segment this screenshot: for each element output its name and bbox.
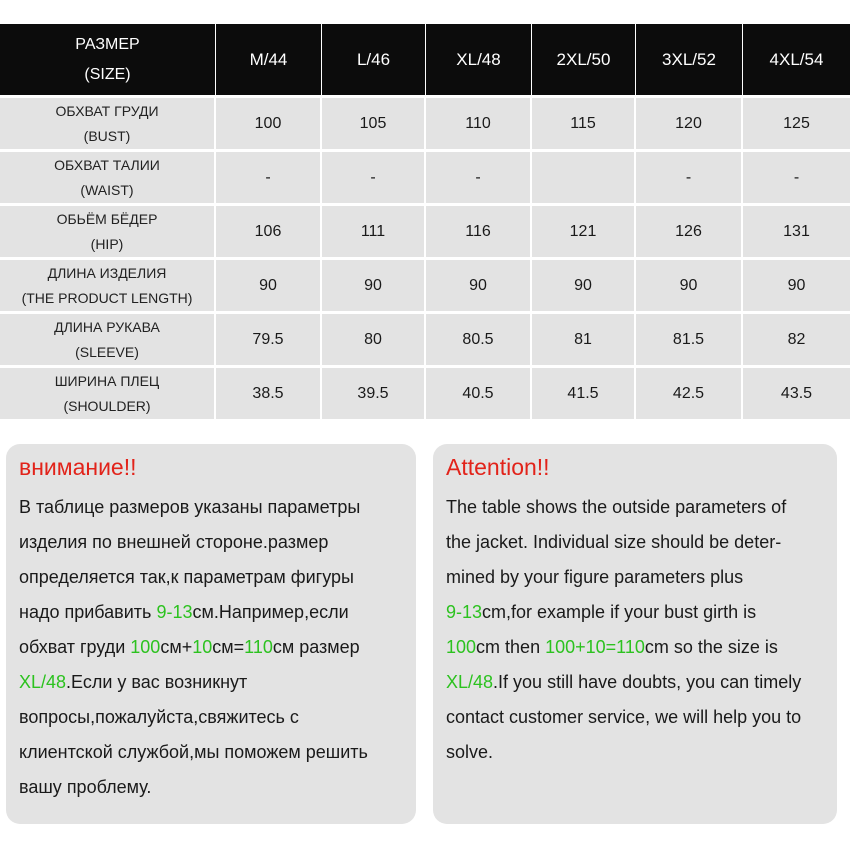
highlighted-value: XL/48	[19, 672, 67, 692]
notice-line	[19, 525, 410, 560]
notice-line	[446, 700, 831, 735]
notice-line	[446, 490, 831, 525]
row-label	[0, 365, 216, 419]
notice-line	[19, 490, 410, 525]
notice-line	[446, 735, 831, 770]
notice-line	[19, 560, 410, 595]
table-cell: 81	[532, 311, 636, 365]
notice-text: изделия по внешней стороне.размер	[19, 532, 329, 552]
highlighted-value: 9-13	[446, 602, 483, 622]
table-header-row	[0, 24, 850, 95]
row-label-en: (SHOULDER)	[63, 397, 151, 414]
highlighted-value: 10	[192, 637, 213, 657]
notice-line	[446, 595, 831, 630]
notice-line	[19, 770, 410, 805]
table-cell: 120	[636, 95, 743, 149]
notice-text: вашу проблему.	[19, 777, 152, 797]
row-label	[0, 311, 216, 365]
notice-line	[19, 735, 410, 770]
row-label-ru: ОБЬЁМ БЁДЕР	[56, 210, 158, 227]
highlighted-value: XL/48	[446, 672, 494, 692]
row-label-en: (SLEEVE)	[75, 343, 139, 360]
table-cell: 38.5	[216, 365, 322, 419]
size-header-en: (SIZE)	[84, 65, 131, 83]
size-column-header: M/44	[216, 24, 322, 95]
notice-text: cm then	[476, 637, 546, 657]
table-cell: 90	[426, 257, 532, 311]
size-header-ru: РАЗМЕР	[75, 35, 140, 53]
table-row	[0, 365, 850, 419]
table-row	[0, 311, 850, 365]
table-cell: 39.5	[322, 365, 426, 419]
notice-text: .Если у вас возникнут	[66, 672, 248, 692]
row-label-en: (THE PRODUCT LENGTH)	[21, 289, 193, 306]
notice-text: вопросы,пожалуйста,свяжитесь с	[19, 707, 299, 727]
table-cell: -	[216, 149, 322, 203]
row-label	[0, 95, 216, 149]
notice-text: В таблице размеров указаны параметры	[19, 497, 361, 517]
notice-line	[446, 630, 831, 665]
row-label-ru: ОБХВАТ ГРУДИ	[55, 102, 159, 119]
notice-text: contact customer service, we will help you to	[446, 707, 802, 727]
table-cell: 116	[426, 203, 532, 257]
table-cell: 90	[216, 257, 322, 311]
highlighted-value: 100+10=110	[545, 637, 645, 657]
size-header-label	[0, 24, 216, 95]
highlighted-value: 100	[446, 637, 477, 657]
table-cell: 90	[636, 257, 743, 311]
notice-title-en: Attention!!	[446, 454, 550, 480]
row-label	[0, 203, 216, 257]
size-chart-table	[0, 24, 850, 419]
table-cell: 111	[322, 203, 426, 257]
table-cell: 105	[322, 95, 426, 149]
table-cell: 80.5	[426, 311, 532, 365]
row-label	[0, 257, 216, 311]
table-cell: 41.5	[532, 365, 636, 419]
table-cell: 90	[532, 257, 636, 311]
notice-line	[446, 525, 831, 560]
table-cell: 131	[743, 203, 850, 257]
highlighted-value: 9-13	[156, 602, 193, 622]
notice-line	[19, 700, 410, 735]
table-cell: 82	[743, 311, 850, 365]
notice-line	[446, 560, 831, 595]
notice-line	[446, 665, 831, 700]
notice-body-en	[446, 490, 831, 770]
notice-text: обхват груди	[19, 637, 131, 657]
table-cell: 79.5	[216, 311, 322, 365]
table-row	[0, 203, 850, 257]
size-column-header: 3XL/52	[636, 24, 743, 95]
table-cell: 90	[743, 257, 850, 311]
notice-line	[19, 630, 410, 665]
notice-text: .If you still have doubts, you can timely	[493, 672, 802, 692]
notice-text: solve.	[446, 742, 494, 762]
notice-panel-en	[433, 444, 837, 824]
notice-panel-ru	[6, 444, 416, 824]
table-cell: 125	[743, 95, 850, 149]
row-label-ru: ШИРИНА ПЛЕЦ	[54, 372, 160, 389]
table-cell: 80	[322, 311, 426, 365]
notice-text: см+	[160, 637, 193, 657]
highlighted-value: 110	[244, 637, 273, 657]
notice-text: cm,for example if your bust girth is	[482, 602, 757, 622]
notice-text: mined by your figure parameters plus	[446, 567, 744, 587]
table-cell: -	[426, 149, 532, 203]
size-column-header: L/46	[322, 24, 426, 95]
size-column-header: 4XL/54	[743, 24, 850, 95]
table-cell: 121	[532, 203, 636, 257]
notice-text: см размер	[272, 637, 360, 657]
table-cell	[532, 149, 636, 203]
size-column-header: XL/48	[426, 24, 532, 95]
table-cell: 115	[532, 95, 636, 149]
table-cell: -	[636, 149, 743, 203]
notice-line	[19, 665, 410, 700]
notice-text: the jacket. Individual size should be deter-	[446, 532, 782, 552]
notice-text: The table shows the outside parameters of	[446, 497, 787, 517]
table-cell: 100	[216, 95, 322, 149]
row-label-en: (WAIST)	[80, 181, 134, 198]
table-row	[0, 257, 850, 311]
notice-text: см=	[212, 637, 245, 657]
notice-text: см.Например,если	[192, 602, 349, 622]
notice-text: cm so the size is	[644, 637, 778, 657]
table-cell: -	[743, 149, 850, 203]
table-cell: 126	[636, 203, 743, 257]
row-label-en: (HIP)	[90, 235, 124, 252]
row-label-ru: ДЛИНА ИЗДЕЛИЯ	[47, 264, 167, 281]
notice-text: клиентской службой,мы поможем решить	[19, 742, 368, 762]
highlighted-value: 100	[130, 637, 161, 657]
table-cell: 42.5	[636, 365, 743, 419]
notice-line	[19, 595, 410, 630]
table-cell: 43.5	[743, 365, 850, 419]
table-cell: -	[322, 149, 426, 203]
notice-text: надо прибавить	[19, 602, 157, 622]
table-cell: 40.5	[426, 365, 532, 419]
table-cell: 81.5	[636, 311, 743, 365]
row-label-en: (BUST)	[83, 127, 131, 144]
row-label-ru: ДЛИНА РУКАВА	[54, 318, 160, 335]
notice-body-ru	[19, 490, 410, 805]
size-column-header: 2XL/50	[532, 24, 636, 95]
notice-text: определяется так,к параметрам фигуры	[19, 567, 354, 587]
row-label-ru: ОБХВАТ ТАЛИИ	[54, 156, 160, 173]
table-row	[0, 95, 850, 149]
table-cell: 110	[426, 95, 532, 149]
table-cell: 106	[216, 203, 322, 257]
row-label	[0, 149, 216, 203]
table-row	[0, 149, 850, 203]
table-cell: 90	[322, 257, 426, 311]
notice-title-ru: внимание!!	[19, 454, 137, 480]
